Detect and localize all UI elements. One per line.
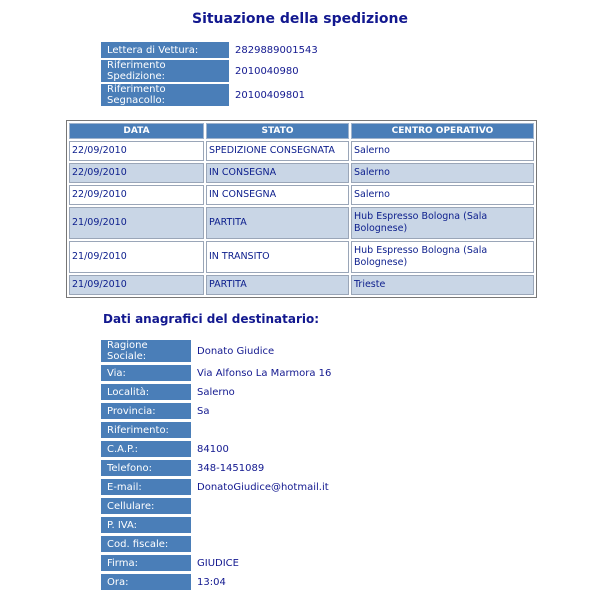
recipient-row-reference (101, 422, 337, 438)
field-label: Riferimento Spedizione: (101, 60, 229, 82)
field-label: Provincia: (101, 403, 191, 419)
cell-status: IN CONSEGNA (206, 163, 349, 183)
cell-center: Hub Espresso Bologna (Sala Bolognese) (351, 207, 534, 239)
shipment-info-table (101, 40, 324, 108)
page-title: Situazione della spedizione (191, 11, 409, 27)
cell-status: PARTITA (206, 207, 349, 239)
recipient-row-street (101, 365, 337, 381)
field-value: Donato Giudice (197, 345, 275, 357)
field-label: E-mail: (101, 479, 191, 495)
table-row (69, 275, 534, 295)
cell-center: Salerno (351, 185, 534, 205)
field-label: Telefono: (101, 460, 191, 476)
field-value (191, 536, 337, 552)
column-header-date: DATA (69, 123, 204, 139)
shipment-row-parcel-reference (101, 84, 324, 106)
field-value (191, 422, 337, 438)
cell-date: 21/09/2010 (69, 275, 204, 295)
cell-status: SPEDIZIONE CONSEGNATA (206, 141, 349, 161)
cell-status: IN TRANSITO (206, 241, 349, 273)
column-header-status: STATO (206, 123, 349, 139)
field-label: Cod. fiscale: (101, 536, 191, 552)
field-label: Riferimento Segnacollo: (101, 84, 229, 106)
recipient-row-mobile (101, 498, 337, 514)
field-value: 2829889001543 (235, 44, 318, 56)
field-label: Riferimento: (101, 422, 191, 438)
column-header-center: CENTRO OPERATIVO (351, 123, 534, 139)
shipment-row-waybill (101, 42, 324, 58)
cell-date: 22/09/2010 (69, 163, 204, 183)
field-label: Ragione Sociale: (101, 340, 191, 362)
field-label: Via: (101, 365, 191, 381)
shipment-row-reference (101, 60, 324, 82)
cell-status: IN CONSEGNA (206, 185, 349, 205)
recipient-row-time (101, 574, 337, 590)
recipient-row-phone (101, 460, 337, 476)
cell-date: 21/09/2010 (69, 241, 204, 273)
field-label: Località: (101, 384, 191, 400)
field-value: GIUDICE (197, 557, 239, 569)
field-value (191, 517, 337, 533)
field-value: 20100409801 (235, 89, 305, 101)
tracking-table (67, 121, 536, 297)
cell-date: 22/09/2010 (69, 185, 204, 205)
field-value: Salerno (197, 386, 235, 398)
cell-date: 21/09/2010 (69, 207, 204, 239)
field-label: C.A.P.: (101, 441, 191, 457)
tracking-table-container (66, 120, 537, 298)
cell-center: Hub Espresso Bologna (Sala Bolognese) (351, 241, 534, 273)
cell-center: Salerno (351, 163, 534, 183)
field-label: Firma: (101, 555, 191, 571)
recipient-row-province (101, 403, 337, 419)
cell-date: 22/09/2010 (69, 141, 204, 161)
field-value: 2010040980 (235, 65, 299, 77)
cell-center: Salerno (351, 141, 534, 161)
recipient-section-title: Dati anagrafici del destinatario: (103, 312, 320, 326)
recipient-row-email (101, 479, 337, 495)
table-row (69, 185, 534, 205)
field-label: Lettera di Vettura: (101, 42, 229, 58)
cell-center: Trieste (351, 275, 534, 295)
table-row (69, 207, 534, 239)
recipient-row-signature (101, 555, 337, 571)
recipient-row-city (101, 384, 337, 400)
field-value: Via Alfonso La Marmora 16 (197, 367, 332, 379)
recipient-row-company (101, 340, 337, 362)
table-row (69, 141, 534, 161)
field-value: Sa (197, 405, 210, 417)
recipient-info-table (101, 337, 337, 593)
field-label: P. IVA: (101, 517, 191, 533)
tracking-header-row (69, 123, 534, 139)
cell-status: PARTITA (206, 275, 349, 295)
field-value: 84100 (197, 443, 229, 455)
table-row (69, 241, 534, 273)
field-value: DonatoGiudice@hotmail.it (197, 481, 329, 493)
recipient-row-vat (101, 517, 337, 533)
field-label: Ora: (101, 574, 191, 590)
field-value (191, 498, 337, 514)
field-value: 13:04 (197, 576, 226, 588)
field-label: Cellulare: (101, 498, 191, 514)
table-row (69, 163, 534, 183)
recipient-row-tax-code (101, 536, 337, 552)
recipient-row-postal-code (101, 441, 337, 457)
field-value: 348-1451089 (197, 462, 265, 474)
